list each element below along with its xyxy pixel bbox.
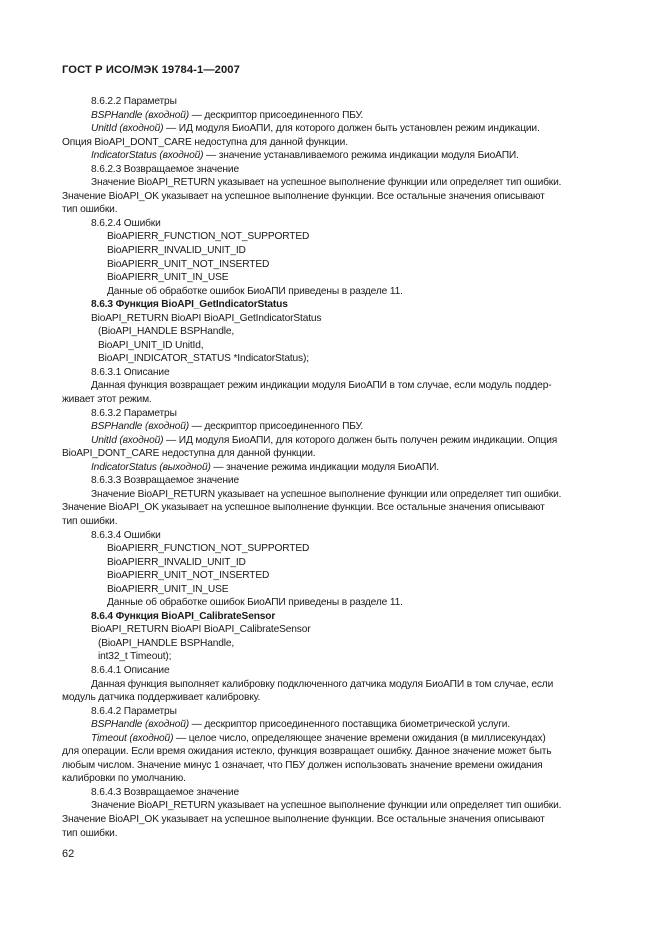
text-span: — дескриптор присоединенного поставщика биометрической услуги. <box>188 719 511 731</box>
text-span: — дескриптор присоединенного ПБУ. <box>188 109 364 121</box>
text-line: BioAPIERR_UNIT_NOT_INSERTED <box>107 570 270 582</box>
page-number: 62 <box>62 848 75 860</box>
standard-header: ГОСТ Р ИСО/МЭК 19784-1—2007 <box>62 64 240 76</box>
text-line: BioAPI_RETURN BioAPI BioAPI_CalibrateSensor <box>91 624 311 636</box>
text-line: Значение BioAPI_RETURN указывает на успешное выполнение функции или определяет тип ошибки. <box>91 177 562 189</box>
text-line: (BioAPI_HANDLE BSPHandle, <box>98 637 235 649</box>
text-line: 8.6.3.1 Описание <box>91 366 170 378</box>
text-line: Значение BioAPI_OK указывает на успешное выполнение функции. Все остальные значения описывают <box>62 502 545 514</box>
text-line: BioAPIERR_INVALID_UNIT_ID <box>107 556 246 568</box>
parameter-name: IndicatorStatus (выходной) <box>91 461 211 473</box>
text-line: BioAPI_INDICATOR_STATUS *IndicatorStatus); <box>98 353 309 365</box>
text-line: 8.6.2.4 Ошибки <box>91 217 161 229</box>
text-line: BioAPI_DONT_CARE недоступна для данной функции. <box>62 448 316 460</box>
text-line: 8.6.2.2 Параметры <box>91 96 177 107</box>
text-line: калибровки по умолчанию. <box>62 773 186 785</box>
text-line: Опция BioAPI_DONT_CARE недоступна для данной функции. <box>62 136 348 148</box>
text-line: BioAPI_UNIT_ID UnitId, <box>98 339 204 351</box>
text-line: 8.6.3 Функция BioAPI_GetIndicatorStatus <box>91 299 288 311</box>
text-span: — значение режима индикации модуля БиоАПИ. <box>210 461 439 473</box>
text-line: Значение BioAPI_OK указывает на успешное выполнение функции. Все остальные значения описывают <box>62 190 545 202</box>
text-line: BioAPI_RETURN BioAPI BioAPI_GetIndicatorStatus <box>91 312 322 324</box>
text-line: тип ошибки. <box>62 204 118 216</box>
text-line <box>62 718 599 732</box>
document-page <box>62 64 599 840</box>
text-span: — ИД модуля БиоАПИ, для которого должен быть установлен режим индикации. <box>163 123 540 135</box>
text-line: 8.6.3.2 Параметры <box>91 407 177 419</box>
text-span: — ИД модуля БиоАПИ, для которого должен быть получен режим индикации. Опция <box>163 434 558 446</box>
text-line: BioAPIERR_UNIT_NOT_INSERTED <box>107 258 270 270</box>
text-line: Данная функция выполняет калибровку подключенного датчика модуля БиоАПИ в том случае, если <box>91 678 554 690</box>
text-line <box>62 122 599 136</box>
text-line <box>62 434 599 448</box>
text-line: (BioAPI_HANDLE BSPHandle, <box>98 326 235 338</box>
text-line: BioAPIERR_FUNCTION_NOT_SUPPORTED <box>107 231 310 243</box>
text-line: 8.6.4.2 Параметры <box>91 705 177 717</box>
parameter-name: Timeout (входной) <box>91 732 174 744</box>
text-line <box>62 420 599 434</box>
text-line <box>62 109 599 123</box>
text-line: int32_t Timeout); <box>98 651 172 663</box>
parameter-name: BSPHandle (входной) <box>91 109 189 121</box>
text-line: живает этот режим. <box>62 394 152 406</box>
text-line: 8.6.2.3 Возвращаемое значение <box>91 163 239 175</box>
text-line: BioAPIERR_FUNCTION_NOT_SUPPORTED <box>107 543 310 555</box>
text-line: Данная функция возвращает режим индикации модуля БиоАПИ в том случае, если модуль поддер- <box>91 380 552 392</box>
text-span: — значение устанавливаемого режима индикации модуля БиоАПИ. <box>203 150 519 162</box>
text-line: Значение BioAPI_OK указывает на успешное выполнение функции. Все остальные значения описывают <box>62 813 545 825</box>
text-line: 8.6.3.4 Ошибки <box>91 529 161 541</box>
parameter-name: IndicatorStatus (входной) <box>91 150 204 162</box>
text-line <box>62 149 599 163</box>
parameter-name: BSPHandle (входной) <box>91 421 189 433</box>
text-line: 8.6.3.3 Возвращаемое значение <box>91 475 239 487</box>
text-line: Значение BioAPI_RETURN указывает на успешное выполнение функции или определяет тип ошибки. <box>91 800 562 812</box>
text-line: тип ошибки. <box>62 515 118 527</box>
text-line: BioAPIERR_INVALID_UNIT_ID <box>107 245 246 257</box>
text-line: тип ошибки. <box>62 827 118 839</box>
text-line: для операции. Если время ожидания истекло, функция возвращает ошибку. Данное значение может быть <box>62 746 552 758</box>
document-body <box>62 95 599 840</box>
parameter-name: BSPHandle (входной) <box>91 719 189 731</box>
text-line <box>62 732 599 746</box>
text-line: BioAPIERR_UNIT_IN_USE <box>107 583 229 595</box>
text-line: BioAPIERR_UNIT_IN_USE <box>107 272 229 284</box>
text-line: 8.6.4.3 Возвращаемое значение <box>91 786 239 798</box>
parameter-name: UnitId (входной) <box>91 434 164 446</box>
text-line: Данные об обработке ошибок БиоАПИ приведены в разделе 11. <box>107 597 403 609</box>
text-line: Данные об обработке ошибок БиоАПИ приведены в разделе 11. <box>107 285 403 297</box>
text-line: модуль датчика поддерживает калибровку. <box>62 692 261 704</box>
text-line <box>62 461 599 475</box>
text-line: Значение BioAPI_RETURN указывает на успешное выполнение функции или определяет тип ошибки. <box>91 488 562 500</box>
text-line: 8.6.4.1 Описание <box>91 664 170 676</box>
parameter-name: UnitId (входной) <box>91 123 164 135</box>
text-line: 8.6.4 Функция BioAPI_CalibrateSensor <box>91 610 276 622</box>
text-span: — целое число, определяющее значение времени ожидания (в миллисекундах) <box>173 732 546 744</box>
text-span: — дескриптор присоединенного ПБУ. <box>188 421 364 433</box>
text-line: любым числом. Значение минус 1 означает, что ПБУ должен использовать значение времени ожидания <box>62 759 543 771</box>
